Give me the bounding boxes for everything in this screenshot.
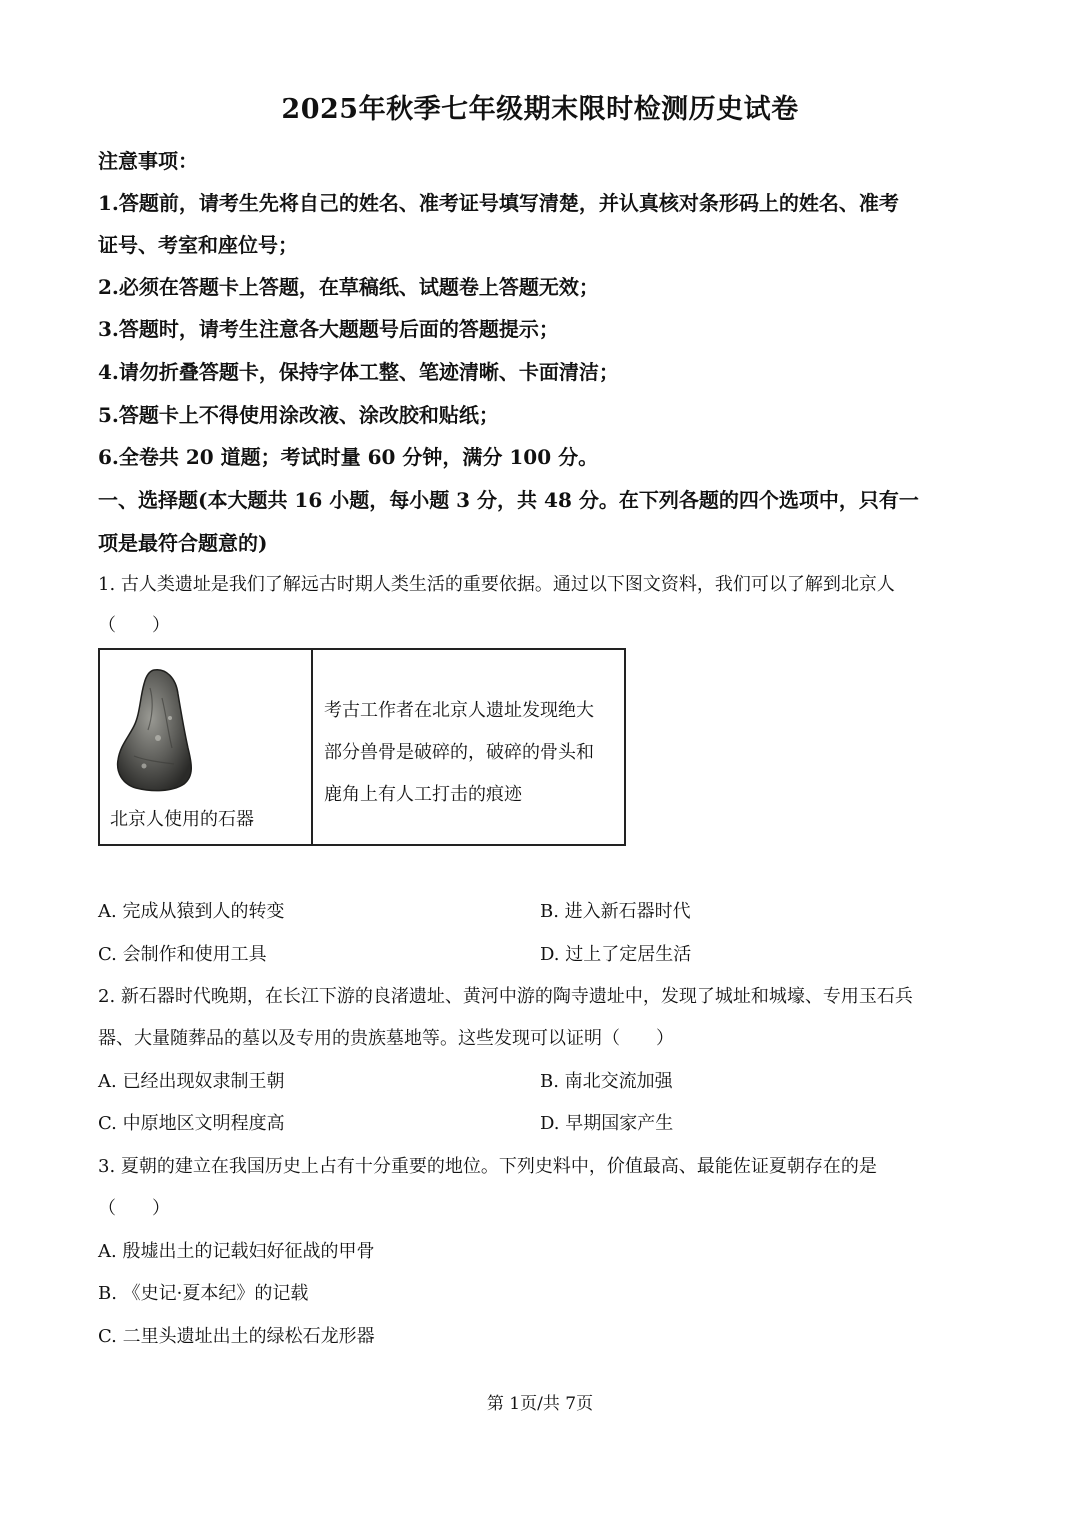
- question-2-stem: 2. 新石器时代晚期，在长江下游的良渚遗址、黄河中游的陶寺遗址中，发现了城址和城壕、专用玉石兵: [98, 986, 913, 1007]
- page-footer: 第 1页/共 7页: [486, 1394, 594, 1414]
- question-1-stem: 1. 古人类遗址是我们了解远古时期人类生活的重要依据。通过以下图文资料，我们可以了解到北京人: [98, 574, 895, 595]
- question-2-stem-cont: 器、大量随葬品的墓以及专用的贵族墓地等。这些发现可以证明（ ）: [98, 1028, 674, 1049]
- notice-line-3: 3.答题时，请考生注意各大题题号后面的答题提示；: [98, 317, 559, 341]
- notice-line-2: 2.必须在答题卡上答题，在草稿纸、试题卷上答题无效；: [98, 275, 599, 299]
- table-text-line-2: 部分兽骨是破碎的，破碎的骨头和: [324, 742, 594, 763]
- question-2-option-c[interactable]: C. 中原地区文明程度高: [98, 1113, 285, 1134]
- table-divider: [311, 650, 313, 844]
- notice-line-4: 4.请勿折叠答题卡，保持字体工整、笔迹清晰、卡面清洁；: [98, 360, 619, 384]
- question-3-option-a[interactable]: A. 殷墟出土的记载妇好征战的甲骨: [98, 1241, 375, 1262]
- table-text-line-3: 鹿角上有人工打击的痕迹: [324, 784, 522, 805]
- section-heading: 一、选择题(本大题共 16 小题，每小题 3 分，共 48 分。在下列各题的四个选项中，只有一: [98, 488, 919, 512]
- question-2-option-d[interactable]: D. 早期国家产生: [540, 1113, 674, 1134]
- notice-line-1: 1.答题前，请考生先将自己的姓名、准考证号填写清楚，并认真核对条形码上的姓名、准考: [98, 191, 899, 215]
- question-1-table: [98, 648, 626, 846]
- question-2-option-b[interactable]: B. 南北交流加强: [540, 1071, 673, 1092]
- question-3-bracket: （ ）: [98, 1198, 170, 1219]
- notice-heading: 注意事项：: [98, 149, 198, 173]
- question-2-option-a[interactable]: A. 已经出现奴隶制王朝: [98, 1071, 285, 1092]
- question-1-option-d[interactable]: D. 过上了定居生活: [540, 944, 692, 965]
- question-3-stem: 3. 夏朝的建立在我国历史上占有十分重要的地位。下列史料中，价值最高、最能佐证夏朝存在的是: [98, 1156, 877, 1177]
- question-1-option-b[interactable]: B. 进入新石器时代: [540, 901, 691, 922]
- notice-line-5: 5.答题卡上不得使用涂改液、涂改胶和贴纸；: [98, 403, 499, 427]
- stone-tool-image: [114, 668, 196, 794]
- question-3-option-b[interactable]: B. 《史记·夏本纪》的记载: [98, 1283, 309, 1304]
- question-1-option-c[interactable]: C. 会制作和使用工具: [98, 944, 267, 965]
- notice-line-1-cont: 证号、考室和座位号；: [98, 233, 298, 257]
- notice-line-6: 6.全卷共 20 道题；考试时量 60 分钟，满分 100 分。: [98, 445, 599, 469]
- table-text-line-1: 考古工作者在北京人遗址发现绝大: [324, 700, 594, 721]
- section-heading-cont: 项是最符合题意的): [98, 531, 268, 555]
- question-3-option-c[interactable]: C. 二里头遗址出土的绿松石龙形器: [98, 1326, 375, 1347]
- question-1-option-a[interactable]: A. 完成从猿到人的转变: [98, 901, 285, 922]
- question-1-bracket: （ ）: [98, 615, 170, 636]
- exam-title: 2025年秋季七年级期末限时检测历史试卷: [281, 94, 799, 125]
- stone-tool-caption: 北京人使用的石器: [110, 809, 254, 830]
- table-description: [324, 690, 619, 816]
